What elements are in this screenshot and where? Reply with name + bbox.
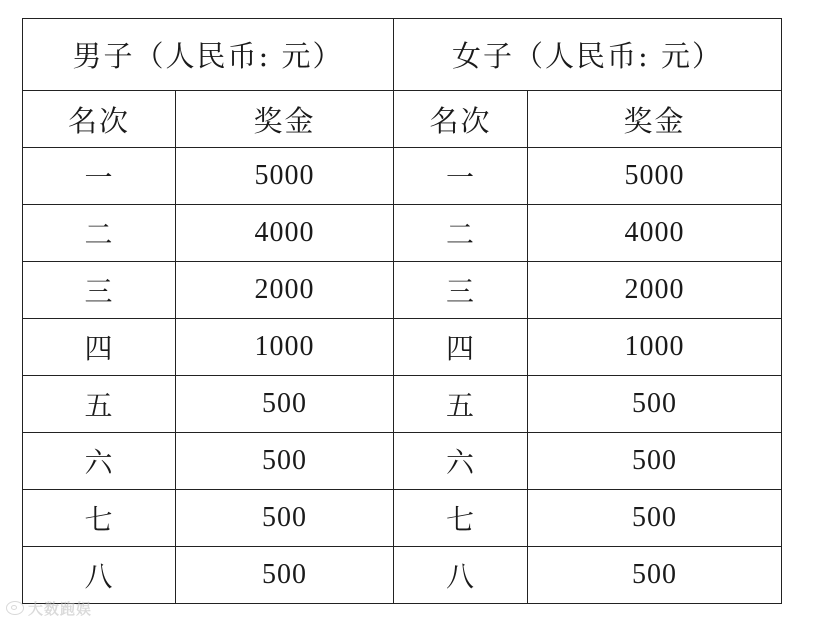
table-row	[23, 433, 782, 490]
women-rank-header: 名次	[394, 91, 528, 148]
women-rank-cell: 六	[394, 433, 528, 490]
women-rank-cell: 三	[394, 262, 528, 319]
men-rank-cell: 六	[23, 433, 176, 490]
women-prize-cell: 4000	[528, 205, 782, 262]
watermark	[6, 597, 92, 619]
women-group-header: 女子（人民币: 元）	[394, 19, 782, 91]
women-rank-cell: 八	[394, 547, 528, 604]
table-row	[23, 547, 782, 604]
table-row	[23, 205, 782, 262]
table-row	[23, 262, 782, 319]
women-rank-cell: 四	[394, 319, 528, 376]
men-prize-cell: 500	[176, 490, 394, 547]
table-row	[23, 319, 782, 376]
men-prize-cell: 500	[176, 433, 394, 490]
women-rank-cell: 五	[394, 376, 528, 433]
women-prize-cell: 2000	[528, 262, 782, 319]
men-rank-cell: 三	[23, 262, 176, 319]
prize-table-body	[23, 19, 782, 604]
men-rank-cell: 八	[23, 547, 176, 604]
watermark-text: 大数跑娱	[28, 599, 93, 618]
women-prize-header: 奖金	[528, 91, 782, 148]
women-rank-cell: 二	[394, 205, 528, 262]
men-group-header: 男子（人民币: 元）	[23, 19, 394, 91]
watermark-logo-icon	[6, 601, 24, 615]
column-header-row	[23, 91, 782, 148]
women-rank-cell: 一	[394, 148, 528, 205]
men-rank-cell: 二	[23, 205, 176, 262]
men-prize-cell: 5000	[176, 148, 394, 205]
men-prize-cell: 1000	[176, 319, 394, 376]
women-prize-cell: 500	[528, 376, 782, 433]
table-row	[23, 490, 782, 547]
table-row	[23, 376, 782, 433]
men-rank-cell: 四	[23, 319, 176, 376]
men-prize-cell: 2000	[176, 262, 394, 319]
men-rank-cell: 七	[23, 490, 176, 547]
group-header-row	[23, 19, 782, 91]
men-prize-cell: 500	[176, 376, 394, 433]
men-prize-cell: 500	[176, 547, 394, 604]
men-rank-cell: 五	[23, 376, 176, 433]
men-rank-header: 名次	[23, 91, 176, 148]
men-rank-cell: 一	[23, 148, 176, 205]
men-prize-header: 奖金	[176, 91, 394, 148]
prize-table	[22, 18, 782, 604]
women-prize-cell: 1000	[528, 319, 782, 376]
women-prize-cell: 500	[528, 547, 782, 604]
women-prize-cell: 500	[528, 433, 782, 490]
table-row	[23, 148, 782, 205]
women-prize-cell: 500	[528, 490, 782, 547]
men-prize-cell: 4000	[176, 205, 394, 262]
women-prize-cell: 5000	[528, 148, 782, 205]
women-rank-cell: 七	[394, 490, 528, 547]
